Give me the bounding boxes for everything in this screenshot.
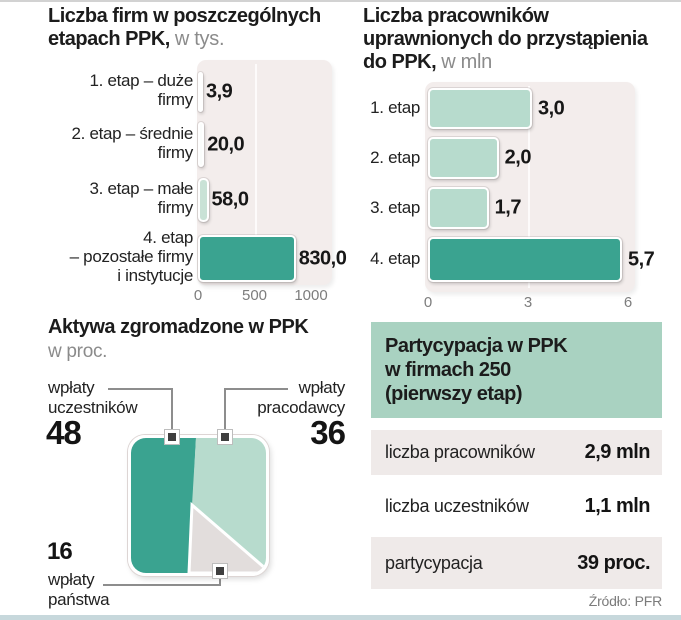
table-row-label: liczba uczestników — [385, 495, 529, 516]
x-axis-tick: 1000 — [294, 287, 328, 304]
marker-participants-icon — [165, 430, 179, 444]
chart1-category-3: 3. etap – małe firmy — [89, 179, 193, 217]
chart2-category-1: 1. etap — [370, 98, 420, 117]
pie-slice-participants — [131, 438, 196, 573]
chart1-category-1: 1. etap – duże firmy — [89, 71, 193, 109]
square-pie — [128, 435, 269, 576]
pie-value-state: 16 — [47, 538, 72, 565]
x-axis-tick: 3 — [523, 294, 533, 311]
pie-value-employer: 36 — [310, 414, 345, 451]
bar-value-label: 58,0 — [211, 188, 249, 211]
bar-value-label: 2,0 — [504, 146, 531, 169]
bar-plot2-3 — [428, 187, 489, 229]
bar-value-label: 3,9 — [206, 80, 233, 103]
pie-label-employer: wpłaty pracodawcy — [257, 378, 345, 417]
marker-employer-icon — [218, 430, 232, 444]
marker-state-icon — [213, 564, 227, 578]
bottom-divider — [0, 615, 681, 620]
bar-plot1-4 — [198, 235, 296, 282]
chart1-title — [48, 5, 321, 51]
bar-value-label: 5,7 — [628, 248, 655, 270]
chart2-title-line2: uprawnionych do przystąpienia — [363, 28, 648, 50]
x-axis-tick: 0 — [423, 294, 433, 311]
chart2-category-4: 4. etap — [370, 249, 420, 268]
pie-unit: w proc. — [48, 341, 108, 362]
chart2-title-line3: do PPK, w mln — [363, 51, 492, 73]
connector-employer-h — [224, 388, 288, 390]
bar-plot1-3 — [198, 178, 209, 222]
x-axis-tick: 500 — [241, 287, 268, 304]
pie-title: Aktywa zgromadzone w PPK — [48, 316, 309, 338]
chart1-unit: w tys. — [174, 28, 225, 50]
bar-value-label: 1,7 — [494, 196, 521, 219]
bar-plot1-1 — [198, 72, 203, 112]
connector-employer-v — [224, 388, 226, 432]
bar-plot2-1 — [428, 88, 532, 129]
square-pie-svg — [131, 438, 266, 573]
connector-participants-v — [171, 388, 173, 432]
chart2-category-2: 2. etap — [370, 148, 420, 167]
table-row-value: 1,1 mln — [584, 494, 650, 517]
bar-value-label: 3,0 — [538, 97, 565, 119]
table-row-label: liczba pracowników — [385, 442, 535, 462]
pie-label-participants: wpłaty uczestników — [48, 378, 138, 417]
connector-participants-h — [108, 388, 172, 390]
chart2-title — [363, 5, 647, 74]
source-credit: Źródło: PFR — [588, 593, 662, 609]
bar-value-label: 830,0 — [298, 247, 347, 269]
x-axis-tick: 6 — [623, 294, 633, 311]
chart2-plot-area — [423, 82, 655, 311]
table-row-value: 39 proc. — [577, 551, 650, 574]
table-header: Partycypacja w PPK w firmach 250 (pierwszy etap) — [371, 322, 662, 418]
bar-plot1-2 — [198, 122, 204, 167]
pie-value-participants: 48 — [46, 414, 81, 451]
table-row-value: 2,9 mln — [584, 441, 650, 463]
chart1-title-line1: Liczba firm w poszczególnych — [48, 5, 321, 27]
chart2-category-3: 3. etap — [370, 198, 420, 217]
table-row — [371, 475, 662, 537]
chart1-category-4: 4. etap – pozostałe firmy i instytucje — [69, 228, 193, 285]
table-row — [371, 430, 662, 475]
bar-plot2-4 — [428, 237, 622, 282]
connector-state-h — [103, 584, 221, 586]
chart2-unit: w mln — [441, 51, 492, 73]
bar-plot2-2 — [428, 137, 499, 179]
chart1-plot-area — [193, 60, 347, 304]
table-row — [371, 537, 662, 589]
top-divider — [0, 0, 681, 2]
chart1-category-2: 2. etap – średnie firmy — [71, 124, 193, 162]
pie-label-state: wpłaty państwa — [48, 570, 110, 609]
chart1-title-line2: etapach PPK, w tys. — [48, 28, 225, 50]
bar-value-label: 20,0 — [207, 133, 245, 155]
table-row-label: partycypacja — [385, 552, 483, 573]
chart2-title-line1: Liczba pracowników — [363, 5, 549, 27]
x-axis-tick: 0 — [193, 287, 203, 304]
